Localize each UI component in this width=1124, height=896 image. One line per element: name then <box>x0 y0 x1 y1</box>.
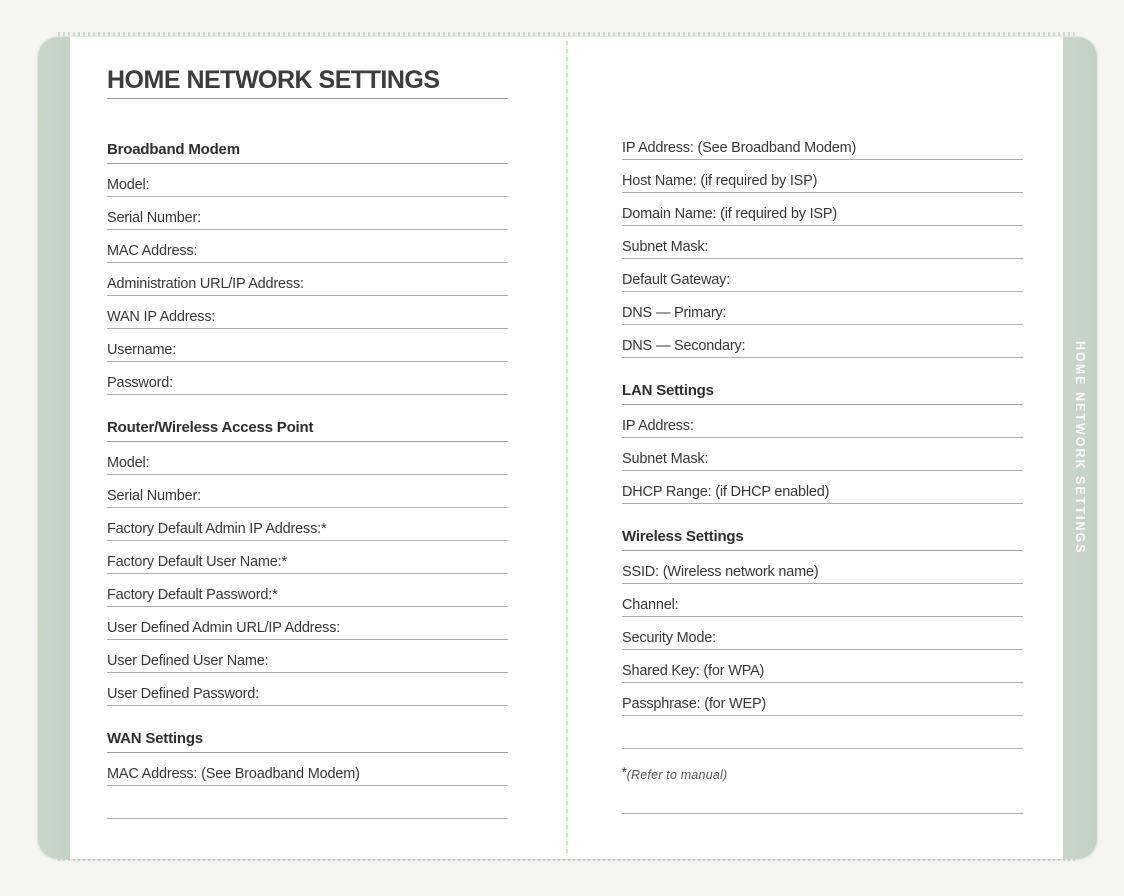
center-binding-divider <box>566 41 568 855</box>
settings-section <box>622 528 1023 749</box>
field-row <box>622 650 1023 683</box>
field-row <box>622 438 1023 471</box>
field-label: Model: <box>107 455 150 471</box>
field-label: Administration URL/IP Address: <box>107 276 304 292</box>
field-row <box>107 673 508 706</box>
blank-line <box>622 716 1023 749</box>
field-row <box>107 508 508 541</box>
field-label: MAC Address: (See Broadband Modem) <box>107 766 360 782</box>
field-row <box>622 292 1023 325</box>
footnote <box>622 765 1023 782</box>
field-row <box>622 325 1023 358</box>
field-row <box>107 296 508 329</box>
section-heading: Router/Wireless Access Point <box>107 419 508 442</box>
left-page <box>107 37 508 819</box>
blank-line <box>622 798 1023 814</box>
field-label: Default Gateway: <box>622 272 731 288</box>
right-page-sections <box>622 127 1023 749</box>
page-title: HOME NETWORK SETTINGS <box>107 67 508 99</box>
field-row <box>622 160 1023 193</box>
right-page <box>622 37 1023 814</box>
field-label: IP Address: (See Broadband Modem) <box>622 140 857 156</box>
blank-line <box>107 786 508 819</box>
field-row <box>622 127 1023 160</box>
field-row <box>622 226 1023 259</box>
field-row <box>622 193 1023 226</box>
field-label: Factory Default Admin IP Address:* <box>107 521 327 537</box>
section-heading: WAN Settings <box>107 730 508 753</box>
field-label: Channel: <box>622 597 679 613</box>
field-row <box>107 362 508 395</box>
field-row <box>107 329 508 362</box>
field-row <box>107 640 508 673</box>
page-edge-perforation-top <box>58 32 1076 36</box>
field-row <box>107 607 508 640</box>
field-label: Subnet Mask: <box>622 451 709 467</box>
field-label: Factory Default Password:* <box>107 587 278 603</box>
section-heading: Broadband Modem <box>107 141 508 164</box>
field-label: Domain Name: (if required by ISP) <box>622 206 838 222</box>
field-label: DNS — Secondary: <box>622 338 746 354</box>
settings-section <box>107 419 508 706</box>
field-label: MAC Address: <box>107 243 198 259</box>
field-label: User Defined Admin URL/IP Address: <box>107 620 341 636</box>
footnote-text: (Refer to manual) <box>626 768 728 782</box>
field-label: Subnet Mask: <box>622 239 709 255</box>
field-label: Security Mode: <box>622 630 716 646</box>
field-row <box>107 230 508 263</box>
field-row <box>107 442 508 475</box>
field-row <box>622 259 1023 292</box>
field-row <box>107 753 508 786</box>
settings-section <box>107 141 508 395</box>
field-row <box>622 617 1023 650</box>
field-row <box>107 164 508 197</box>
notebook-spread <box>38 37 1097 859</box>
left-page-sections <box>107 141 508 819</box>
field-label: User Defined Password: <box>107 686 259 702</box>
field-row <box>622 584 1023 617</box>
field-row <box>107 197 508 230</box>
field-row <box>107 541 508 574</box>
field-row <box>622 471 1023 504</box>
section-tab-label: HOME NETWORK SETTINGS <box>1073 341 1087 555</box>
field-label: Passphrase: (for WEP) <box>622 696 767 712</box>
field-label: Serial Number: <box>107 488 201 504</box>
field-label: Shared Key: (for WPA) <box>622 663 765 679</box>
section-tab-band <box>1063 37 1097 859</box>
field-label: Host Name: (if required by ISP) <box>622 173 818 189</box>
field-label: IP Address: <box>622 418 694 434</box>
field-label: User Defined User Name: <box>107 653 269 669</box>
footnote-asterisk: * <box>622 765 627 779</box>
section-heading: Wireless Settings <box>622 528 1023 551</box>
left-page-edge-band <box>38 37 70 859</box>
field-row <box>622 551 1023 584</box>
settings-section <box>622 382 1023 504</box>
field-label: SSID: (Wireless network name) <box>622 564 819 580</box>
section-heading: LAN Settings <box>622 382 1023 405</box>
field-label: Factory Default User Name:* <box>107 554 287 570</box>
field-label: Username: <box>107 342 177 358</box>
settings-section <box>622 127 1023 358</box>
settings-section <box>107 730 508 819</box>
field-label: Serial Number: <box>107 210 201 226</box>
field-row <box>107 263 508 296</box>
field-row <box>107 475 508 508</box>
field-label: Model: <box>107 177 150 193</box>
field-row <box>622 683 1023 716</box>
field-row <box>107 574 508 607</box>
field-label: DHCP Range: (if DHCP enabled) <box>622 484 830 500</box>
field-row <box>622 405 1023 438</box>
field-label: Password: <box>107 375 173 391</box>
field-label: WAN IP Address: <box>107 309 216 325</box>
field-label: DNS — Primary: <box>622 305 727 321</box>
